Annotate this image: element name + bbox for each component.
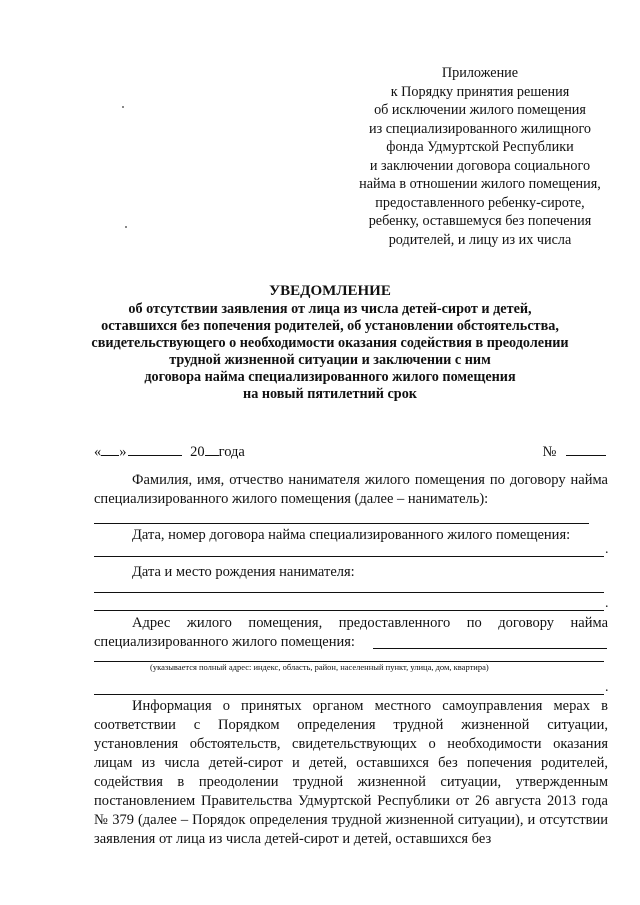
title-line: оставшихся без попечения родителей, об установлении обстоятельства, (101, 318, 559, 334)
appendix-line: к Порядку принятия решения (390, 83, 570, 100)
appendix-line: предоставленного ребенку-сироте, (375, 194, 585, 211)
appendix-header (330, 64, 630, 249)
period-mark: . (605, 542, 609, 557)
period-mark: . (605, 596, 609, 611)
appendix-line: найма в отношении жилого помещения, (359, 176, 601, 192)
birth-fill-line-2[interactable] (94, 610, 604, 611)
appendix-line: из специализированного жилищного (368, 120, 592, 137)
address-hint: (указывается полный адрес: индекс, область, район, населенный пункт, улица, дом, квартира) (150, 662, 489, 672)
appendix-line: родителей, и лицу из их числа (388, 231, 572, 248)
number-field[interactable] (543, 440, 606, 461)
year-blank[interactable] (205, 440, 219, 456)
number-blank[interactable] (566, 440, 606, 456)
year-suffix: года (218, 444, 245, 460)
title-line: трудной жизненной ситуации и заключении с ним (169, 352, 491, 368)
month-blank[interactable] (128, 440, 182, 456)
title-line: об отсутствии заявления от лица из числа детей-сирот и детей, (128, 301, 532, 317)
title-main: УВЕДОМЛЕНИЕ (269, 283, 391, 299)
birth-fill-line-1[interactable] (94, 592, 604, 593)
appendix-line: об исключении жилого помещения (374, 102, 586, 118)
period-mark: . (605, 680, 609, 695)
appendix-line: фонда Удмуртской Республики (386, 139, 574, 155)
date-field[interactable] (94, 440, 245, 461)
appendix-line: Приложение (441, 65, 519, 81)
close-quote: » (119, 444, 127, 460)
title-line: договора найма специализированного жилого помещения (144, 369, 516, 385)
document-title (60, 283, 600, 403)
year-prefix: 20 (190, 444, 205, 460)
contract-label: Дата, номер договора найма специализированного жилого помещения: (132, 527, 571, 543)
day-blank[interactable] (101, 440, 119, 456)
info-paragraph: Информация о принятых органом местного самоуправления мерах в соответствии с Порядком определения трудной жизненной ситуации, установления обстоятельств, свидетельствующих о необходимости оказания лицам из числа детей-сирот и детей, оставшихся без попечения родителей, содействия в преодолении трудной жизненной ситуации, утвержденным постановлением Правительства Удмуртской Республики от 26 августа 2013 года № 379 (далее – Порядок определения трудной жизненной ситуации), и отсутствии заявления от лица из числа детей-сирот и детей, оставшихся без (94, 698, 608, 847)
title-line: свидетельствующего о необходимости оказания содействия в преодолении (91, 335, 569, 351)
date-number-line (94, 440, 606, 460)
tenant-name-fill-line[interactable] (94, 523, 589, 524)
number-sign: № (542, 444, 557, 460)
scan-speck (122, 106, 124, 108)
address-inline-fill-line[interactable] (373, 648, 607, 649)
title-line: на новый пятилетний срок (243, 386, 417, 402)
address-fill-line-2[interactable] (94, 694, 604, 695)
open-quote: « (94, 444, 102, 460)
tenant-name-label: Фамилия, имя, отчество нанимателя жилого помещения по договору найма специализированного жилого помещения (далее – наниматель): (94, 472, 608, 507)
birth-label: Дата и место рождения нанимателя: (132, 564, 355, 580)
address-label: Адрес жилого помещения, предоставленного по договору найма специализированного жилого помещения: (94, 615, 608, 650)
appendix-line: ребенку, оставшемуся без попечения (368, 213, 592, 229)
appendix-line: и заключении договора социального (369, 157, 591, 174)
scan-speck (125, 226, 127, 228)
contract-fill-line[interactable] (94, 556, 604, 557)
